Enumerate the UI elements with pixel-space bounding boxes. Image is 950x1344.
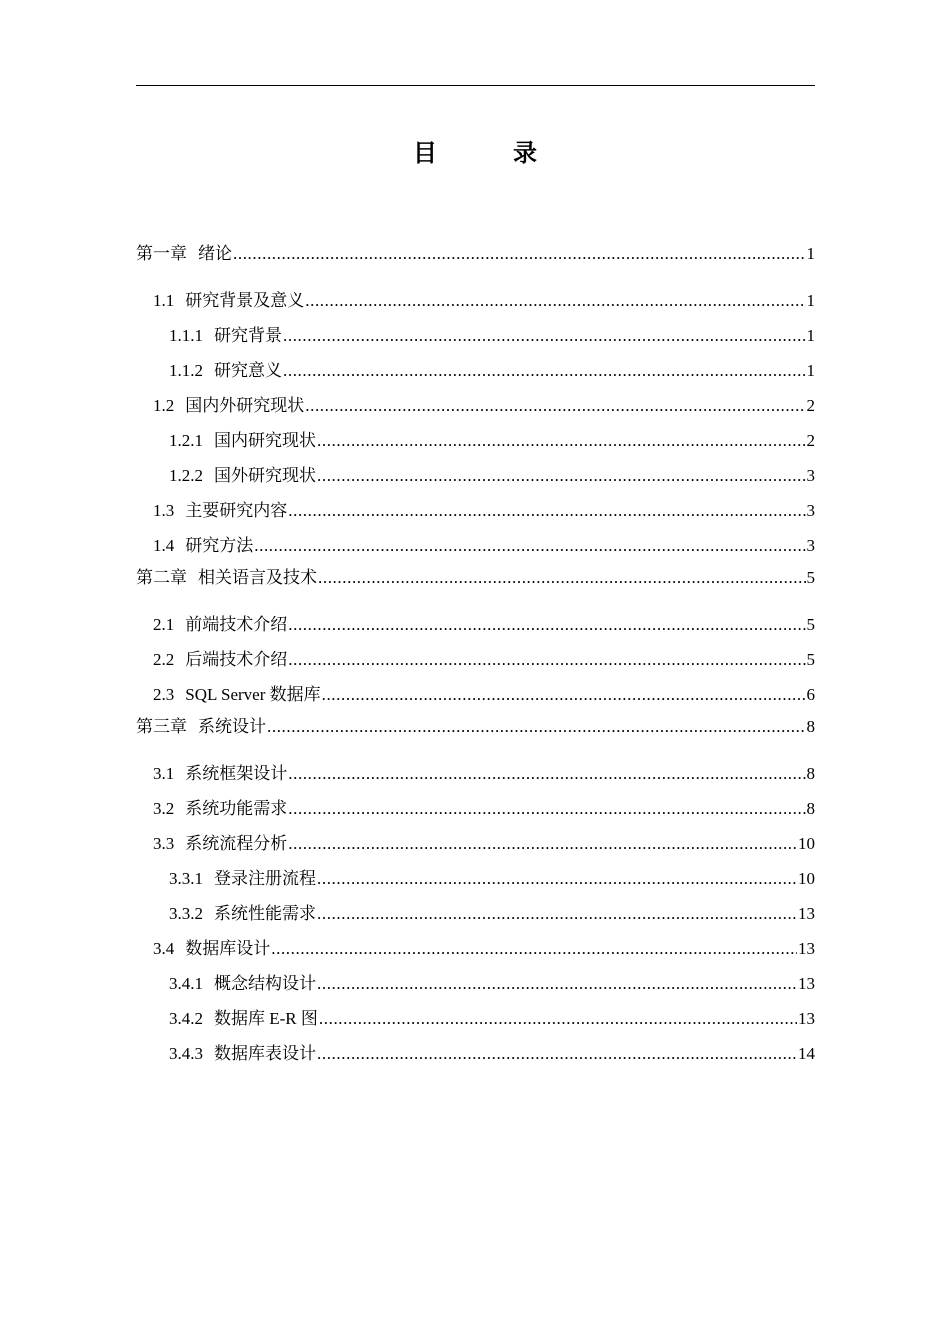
toc-title: 目 录 [413, 139, 563, 167]
toc-entry-page-number: 10 [798, 869, 815, 888]
toc-entry-label: 研究背景 [214, 326, 282, 345]
toc-dot-leader [271, 939, 797, 959]
toc-entry-page-number: 13 [798, 974, 815, 993]
toc-entry-label: 绪论 [198, 244, 232, 263]
toc-section-entry[interactable] [136, 889, 815, 924]
toc-entry-number: 3.3.2 [169, 904, 203, 923]
toc-entry-label: 系统功能需求 [185, 799, 288, 818]
toc-entry-label: 概念结构设计 [214, 974, 316, 993]
header-rule [136, 85, 815, 86]
toc-entry-page-number: 3 [806, 466, 815, 485]
toc-entry-number: 1.2.1 [169, 431, 203, 450]
toc-dot-leader [305, 396, 805, 416]
toc-entry-label: 后端技术介绍 [185, 650, 288, 669]
toc-entry-page-number: 13 [798, 939, 815, 958]
toc-section-entry[interactable] [136, 1029, 815, 1064]
toc-entry-label: 数据库表设计 [214, 1044, 316, 1063]
toc-entry-page-number: 10 [798, 834, 815, 853]
toc-dot-leader [318, 568, 806, 588]
toc-entry-number: 3.3 [153, 834, 175, 853]
toc-section-entry[interactable] [136, 959, 815, 994]
toc-entry-label: 系统流程分析 [185, 834, 288, 853]
toc-section-entry[interactable] [136, 635, 815, 670]
toc-entry-page-number: 2 [806, 396, 815, 415]
toc-section-entry[interactable] [136, 346, 815, 381]
toc-dot-leader [288, 650, 805, 670]
toc-entry-label: 研究意义 [214, 361, 282, 380]
toc-entry-page-number: 5 [806, 568, 815, 587]
toc-dot-leader [288, 834, 797, 854]
toc-entry-page-number: 13 [798, 1009, 815, 1028]
toc-entry-number: 1.1.2 [169, 361, 203, 380]
toc-entry-page-number: 13 [798, 904, 815, 923]
toc-entry-number: 3.4.1 [169, 974, 203, 993]
toc-entry-page-number: 5 [806, 615, 815, 634]
toc-entry-page-number: 1 [806, 244, 815, 263]
toc-entry-number: 1.2.2 [169, 466, 203, 485]
toc-dot-leader [254, 536, 805, 556]
toc-dot-leader [317, 869, 797, 889]
toc-entry-number: 1.4 [153, 536, 175, 555]
toc-section-entry[interactable] [136, 670, 815, 705]
toc-dot-leader [288, 799, 805, 819]
toc-entry-number: 第三章 [136, 717, 187, 736]
toc-dot-leader [267, 717, 806, 737]
toc-entry-number: 1.3 [153, 501, 175, 520]
toc-entry-label: 研究背景及意义 [185, 291, 305, 310]
toc-dot-leader [317, 466, 806, 486]
toc-entry-page-number: 2 [806, 431, 815, 450]
toc-entry-number: 1.1 [153, 291, 175, 310]
toc-section-entry[interactable] [136, 784, 815, 819]
toc-entry-page-number: 1 [806, 291, 815, 310]
toc-entry-number: 2.1 [153, 615, 175, 634]
toc-section-entry[interactable] [136, 994, 815, 1029]
toc-entry-label: 系统性能需求 [214, 904, 316, 923]
toc-dot-leader [322, 685, 806, 705]
toc-section-entry[interactable] [136, 486, 815, 521]
toc-entry-number: 1.1.1 [169, 326, 203, 345]
toc-dot-leader [233, 244, 806, 264]
toc-dot-leader [319, 1009, 797, 1029]
toc-entry-page-number: 14 [798, 1044, 815, 1063]
toc-section-entry[interactable] [136, 276, 815, 311]
toc-section-entry[interactable] [136, 451, 815, 486]
toc-entry-label: 相关语言及技术 [198, 568, 317, 587]
toc-entry-page-number: 3 [806, 536, 815, 555]
toc-entry-label: SQL Server 数据库 [185, 685, 321, 704]
toc-dot-leader [283, 326, 806, 346]
toc-entry-page-number: 8 [806, 799, 815, 818]
toc-section-entry[interactable] [136, 749, 815, 784]
toc-entry-number: 3.1 [153, 764, 175, 783]
toc-entry-page-number: 5 [806, 650, 815, 669]
toc-dot-leader [288, 615, 805, 635]
toc-dot-leader [317, 974, 797, 994]
toc-section-entry[interactable] [136, 819, 815, 854]
toc-section-entry[interactable] [136, 854, 815, 889]
toc-entry-label: 前端技术介绍 [185, 615, 288, 634]
toc-dot-leader [283, 361, 806, 381]
toc-entry-label: 国内研究现状 [214, 431, 316, 450]
toc-dot-leader [317, 1044, 797, 1064]
toc-entry-number: 2.3 [153, 685, 175, 704]
toc-section-entry[interactable] [136, 924, 815, 959]
toc-entry-number: 3.4 [153, 939, 175, 958]
toc-entry-page-number: 3 [806, 501, 815, 520]
toc-entry-page-number: 6 [806, 685, 815, 704]
toc-dot-leader [317, 904, 797, 924]
toc-chapter-entry[interactable] [136, 705, 815, 749]
toc-section-entry[interactable] [136, 381, 815, 416]
toc-entry-number: 1.2 [153, 396, 175, 415]
toc-entry-number: 3.4.2 [169, 1009, 203, 1028]
toc-entry-page-number: 1 [806, 361, 815, 380]
toc-entry-label: 研究方法 [185, 536, 254, 555]
toc-entry-label: 系统框架设计 [185, 764, 288, 783]
toc-dot-leader [305, 291, 805, 311]
toc-section-entry[interactable] [136, 521, 815, 556]
toc-section-entry[interactable] [136, 311, 815, 346]
toc-entry-number: 第一章 [136, 244, 187, 263]
toc-entry-number: 2.2 [153, 650, 175, 669]
toc-entry-label: 系统设计 [198, 717, 266, 736]
toc-entry-number: 3.2 [153, 799, 175, 818]
toc-entry-number: 3.3.1 [169, 869, 203, 888]
toc-dot-leader [317, 431, 806, 451]
toc-entry-number: 第二章 [136, 568, 187, 587]
toc-entry-label: 主要研究内容 [185, 501, 288, 520]
toc-entry-number: 3.4.3 [169, 1044, 203, 1063]
toc-list [136, 232, 815, 1064]
toc-entry-label: 国外研究现状 [214, 466, 316, 485]
toc-chapter-entry[interactable] [136, 556, 815, 600]
toc-entry-label: 登录注册流程 [214, 869, 316, 888]
toc-section-entry[interactable] [136, 416, 815, 451]
toc-section-entry[interactable] [136, 600, 815, 635]
toc-entry-label: 国内外研究现状 [185, 396, 305, 415]
toc-entry-page-number: 1 [806, 326, 815, 345]
toc-entry-page-number: 8 [806, 764, 815, 783]
toc-dot-leader [288, 764, 805, 784]
toc-entry-label: 数据库设计 [185, 939, 271, 958]
toc-entry-page-number: 8 [806, 717, 815, 736]
toc-chapter-entry[interactable] [136, 232, 815, 276]
toc-dot-leader [288, 501, 805, 521]
toc-entry-label: 数据库 E-R 图 [214, 1009, 318, 1028]
